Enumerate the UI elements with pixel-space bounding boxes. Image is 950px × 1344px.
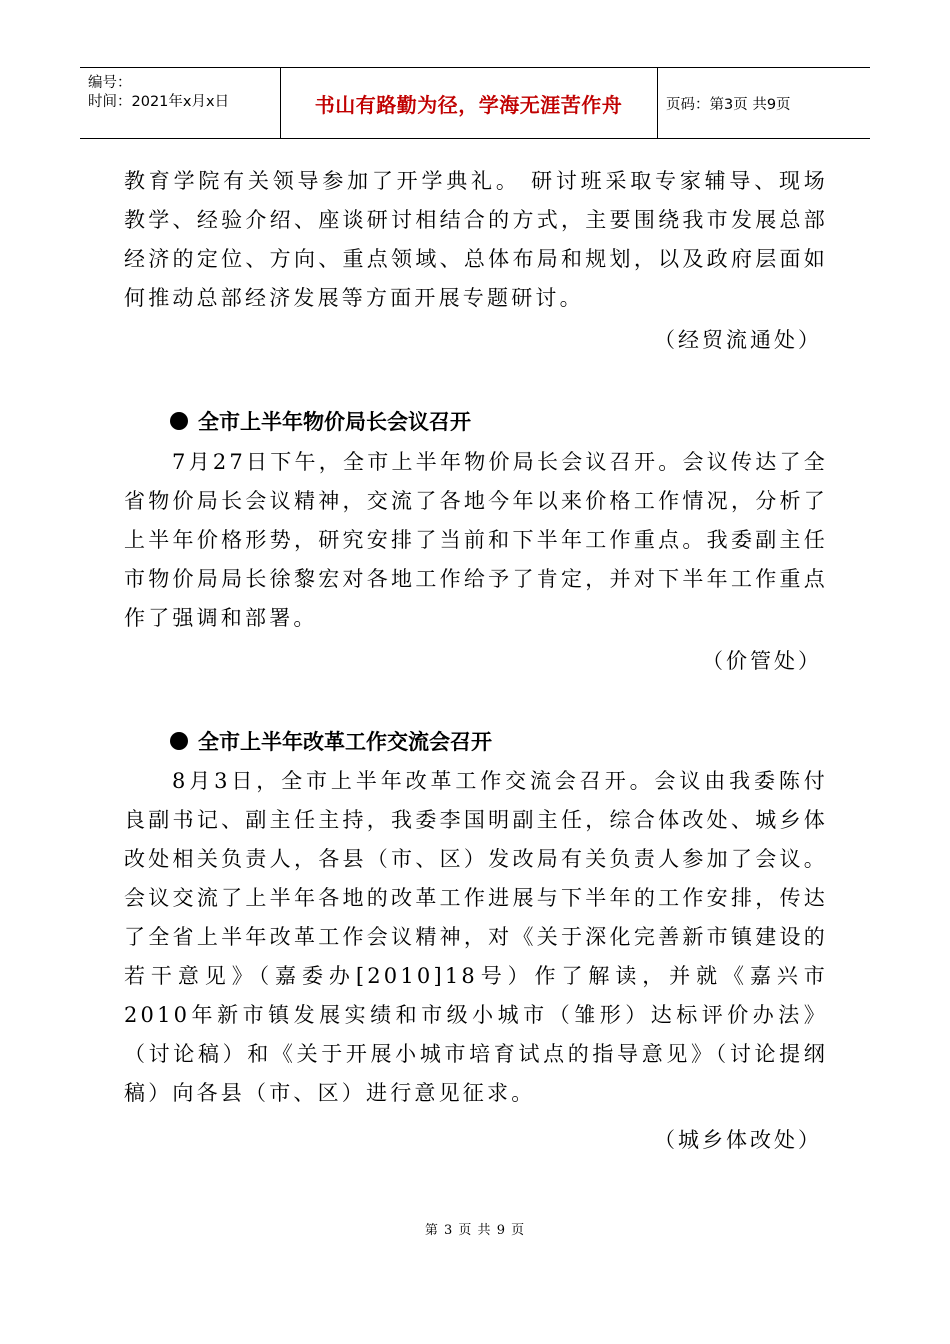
section-heading	[170, 406, 471, 436]
header-page-number: 页码：第3页 共9页	[666, 96, 791, 113]
header-meta	[88, 74, 229, 112]
section-title: 全市上半年改革工作交流会召开	[198, 730, 492, 754]
header-number: 编号：	[88, 75, 132, 91]
section-title: 全市上半年物价局长会议召开	[198, 410, 471, 434]
section-paragraph: 8月3日，全市上半年改革工作交流会召开。会议由我委陈付良副书记、副主任主持，我委李国明副主任，综合体改处、城乡体改处相关负责人，各县（市、区）发改局有关负责人参加了会议。会议交流了上半年各地的改革工作进展与下半年的工作安排，传达了全省上半年改革工作会议精神，对《关于深化完善新市镇建设的若干意见》（嘉委办[2010]18号）作了解读，并就《嘉兴市2010年新市镇发展实绩和市级小城市（雏形）达标评价办法》（讨论稿）和《关于开展小城市培育试点的指导意见》（讨论提纲稿）向各县（市、区）进行意见征求。	[124, 769, 828, 1105]
section-source: （价管处）	[702, 649, 822, 673]
section-paragraph: 7月27日下午，全市上半年物价局长会议召开。会议传达了全省物价局长会议精神，交流了各地今年以来价格工作情况，分析了上半年价格形势，研究安排了当前和下半年工作重点。我委副主任市物价局局长徐黎宏对各地工作给予了肯定，并对下半年工作重点作了强调和部署。	[124, 450, 828, 630]
section-heading	[170, 726, 492, 756]
document-header	[80, 67, 870, 139]
intro-source: （经贸流通处）	[654, 328, 822, 352]
bullet-icon	[170, 732, 188, 750]
bullet-icon	[170, 412, 188, 430]
header-divider	[657, 68, 658, 138]
section-source: （城乡体改处）	[654, 1128, 822, 1152]
intro-paragraph: 教育学院有关领导参加了开学典礼。 研讨班采取专家辅导、现场教学、经验介绍、座谈研讨相结合的方式，主要围绕我市发展总部经济的定位、方向、重点领域、总体布局和规划，以及政府层面如何推动总部经济发展等方面开展专题研讨。	[124, 169, 828, 310]
header-motto: 书山有路勤为径，学海无涯苦作舟	[314, 92, 623, 117]
page-footer: 第 3 页 共 9 页	[424, 1223, 526, 1238]
header-time: 时间：2021年x月x日	[88, 94, 230, 110]
